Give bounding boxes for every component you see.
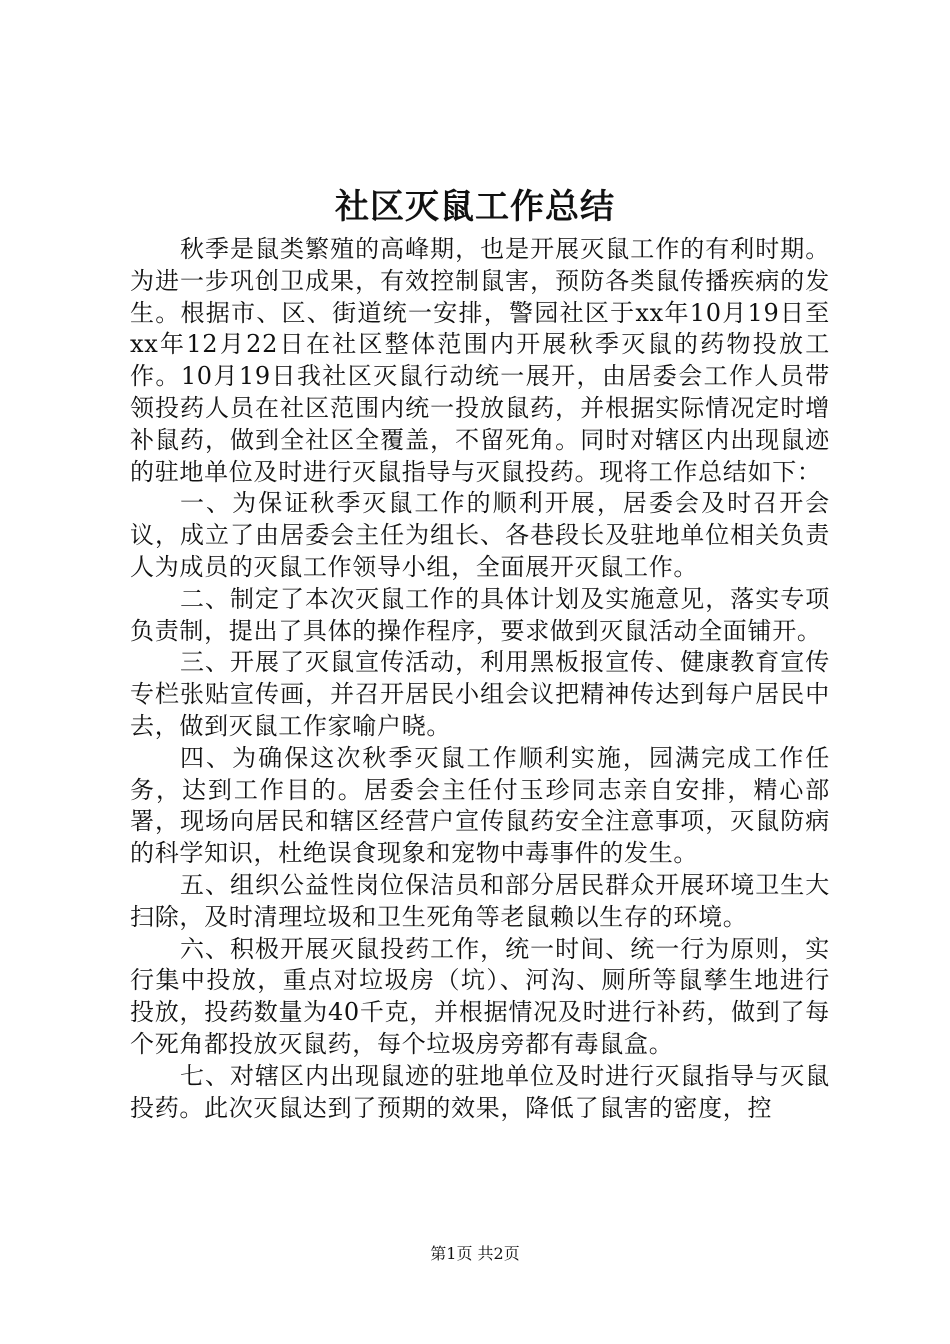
paragraph-7: 七、对辖区内出现鼠迹的驻地单位及时进行灭鼠指导与灭鼠投药。此次灭鼠达到了预期的效果，降低了鼠害的密度，控 xyxy=(130,1061,830,1122)
paragraph-1: 一、为保证秋季灭鼠工作的顺利开展，居委会及时召开会议，成立了由居委会主任为组长、各巷段长及驻地单位相关负责人为成员的灭鼠工作领导小组，全面展开灭鼠工作。 xyxy=(130,489,830,581)
paragraph-5: 五、组织公益性岗位保洁员和部分居民群众开展环境卫生大扫除，及时清理垃圾和卫生死角等老鼠赖以生存的环境。 xyxy=(130,870,830,931)
paragraph-2: 二、制定了本次灭鼠工作的具体计划及实施意见，落实专项负责制，提出了具体的操作程序，要求做到灭鼠活动全面铺开。 xyxy=(130,584,830,645)
page-number-footer: 第1页 共2页 xyxy=(430,1244,520,1263)
document-title: 社区灭鼠工作总结 xyxy=(335,187,615,227)
paragraph-6: 六、积极开展灭鼠投药工作，统一时间、统一行为原则，实行集中投放，重点对垃圾房（坑）、河沟、厕所等鼠孳生地进行投放，投药数量为40千克，并根据情况及时进行补药，做到了每个死角都投放灭鼠药，每个垃圾房旁都有毒鼠盒。 xyxy=(130,934,830,1058)
document-body xyxy=(130,234,830,1124)
paragraph-4: 四、为确保这次秋季灭鼠工作顺利实施，园满完成工作任务，达到工作目的。居委会主任付玉珍同志亲自安排，精心部署，现场向居民和辖区经营户宣传鼠药安全注意事项，灭鼠防病的科学知识，杜绝误食现象和宠物中毒事件的发生。 xyxy=(130,743,830,868)
paragraph-3: 三、开展了灭鼠宣传活动，利用黑板报宣传、健康教育宣传专栏张贴宣传画，并召开居民小组会议把精神传达到每户居民中去，做到灭鼠工作家喻户晓。 xyxy=(130,648,830,740)
intro-paragraph: 秋季是鼠类繁殖的高峰期，也是开展灭鼠工作的有利时期。为进一步巩创卫成果，有效控制鼠害，预防各类鼠传播疾病的发生。根据市、区、街道统一安排，警园社区于xx年10月19日至xx年12月22日在社区整体范围内开展秋季灭鼠的药物投放工作。10月19日我社区灭鼠行动统一展开，由居委会工作人员带领投药人员在社区范围内统一投放鼠药，并根据实际情况定时增补鼠药，做到全社区全覆盖，不留死角。同时对辖区内出现鼠迹的驻地单位及时进行灭鼠指导与灭鼠投药。现将工作总结如下： xyxy=(130,235,830,486)
